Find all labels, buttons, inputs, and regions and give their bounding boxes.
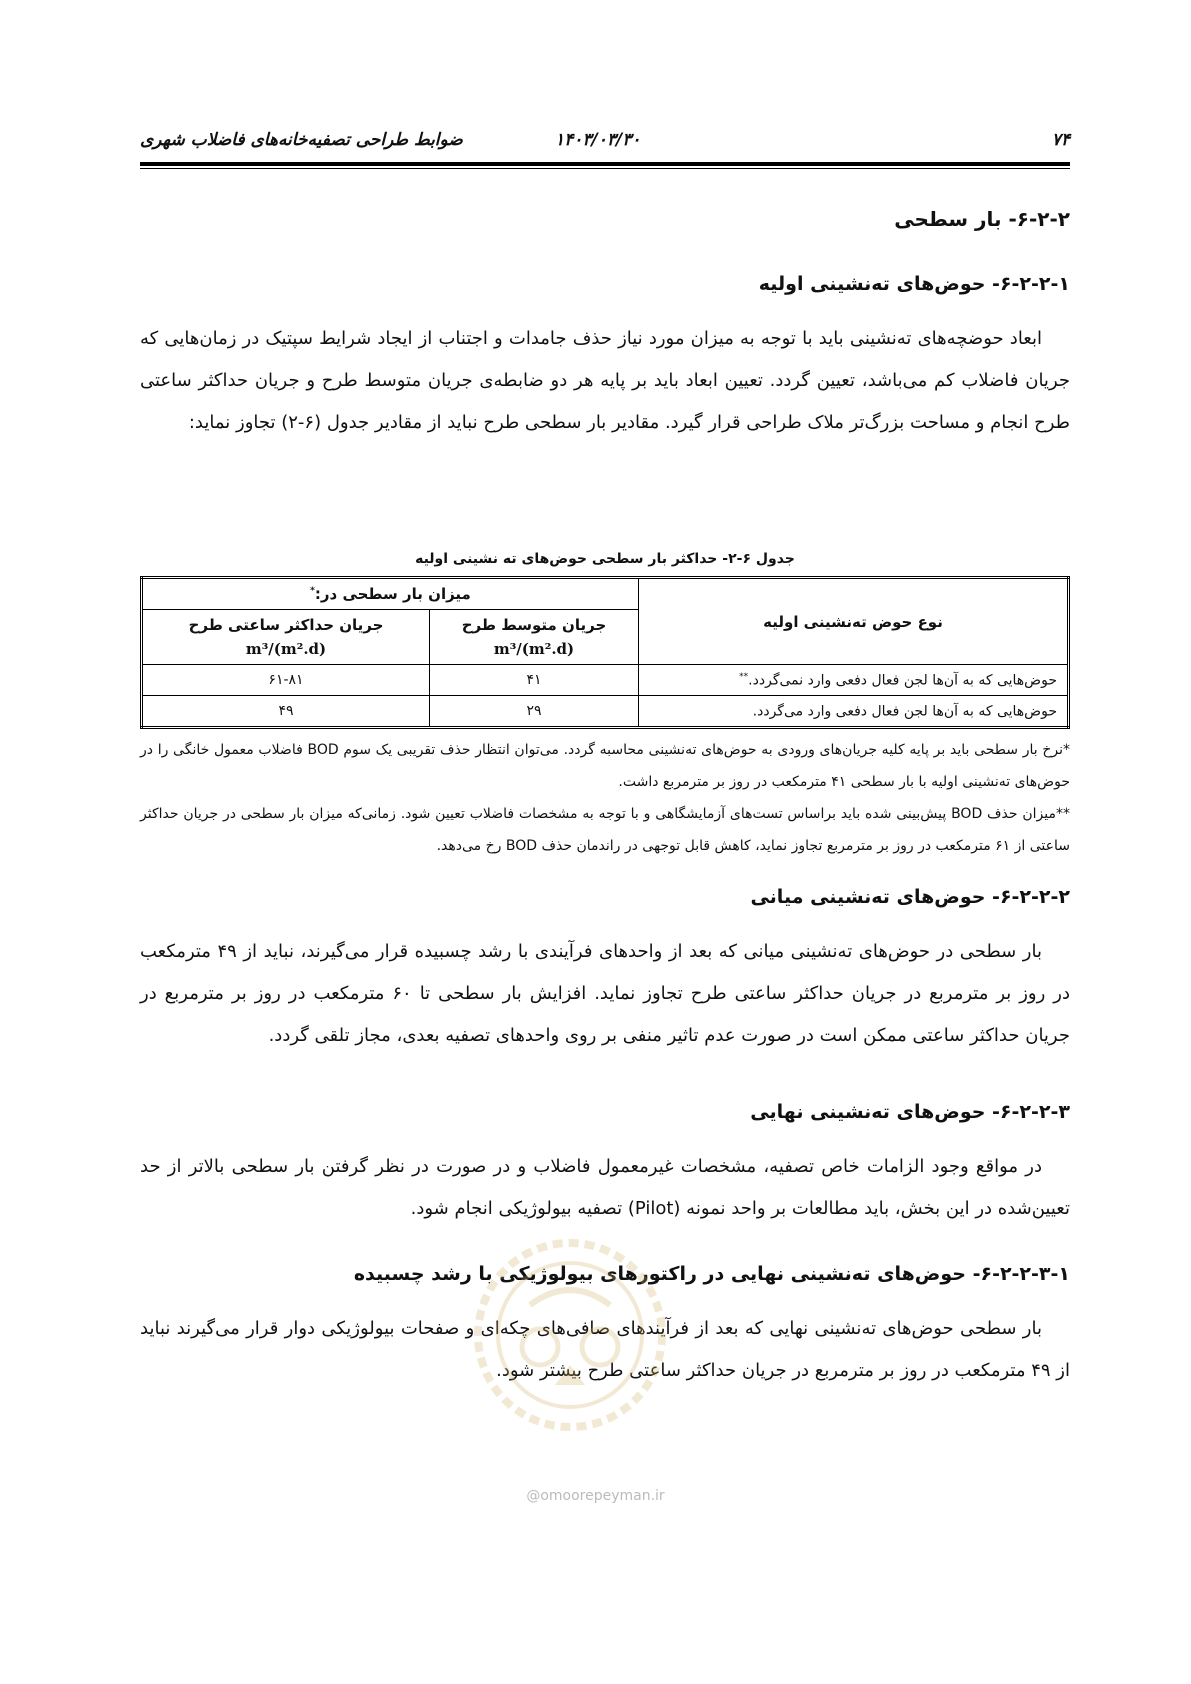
table-header-avg	[430, 610, 639, 665]
table-cell-max: ۶۱-۸۱	[142, 665, 430, 696]
table-cell-avg: ۴۱	[430, 665, 639, 696]
stamp-logo-icon	[470, 1235, 670, 1435]
table-header-max-unit: m³/(m².d)	[245, 640, 327, 658]
table-header-group	[142, 578, 639, 610]
table-header-type: نوع حوض ته‌نشینی اولیه	[639, 578, 1069, 665]
subsection-heading-final: ۶-۲-۲-۳- حوض‌های ته‌نشینی نهایی	[750, 1101, 1070, 1123]
table-cell-avg: ۲۹	[430, 696, 639, 728]
row-type-text: حوض‌هایی که به آن‌ها لجن فعال دفعی وارد می‌گردد.	[752, 703, 1057, 720]
table-cell-type	[639, 696, 1069, 728]
subsection-heading-attached-growth: ۶-۲-۲-۳-۱- حوض‌های ته‌نشینی نهایی در راکتورهای بیولوژیکی با رشد چسبیده	[353, 1263, 1070, 1285]
table-header-group-label: میزان بار سطحی در:	[314, 585, 471, 603]
page-header	[140, 130, 1070, 158]
footnote-mark: *	[310, 586, 315, 596]
table-header-avg-label: جریان متوسط طرح	[461, 616, 607, 634]
header-date: ۱۴۰۳/۰۳/۳۰	[555, 130, 641, 150]
subsection-heading-intermediate: ۶-۲-۲-۲- حوض‌های ته‌نشینی میانی	[750, 886, 1070, 908]
table-header-max-label: جریان حداکثر ساعتی طرح	[188, 616, 384, 634]
table-cell-type	[639, 665, 1069, 696]
paragraph-intermediate: بار سطحی در حوض‌های ته‌نشینی میانی که بعد از واحدهای فرآیندی با رشد چسبیده قرار می‌گیرند، نباید از ۴۹ مترمکعب در روز بر مترمربع در جریان حداکثر ساعتی طرح تجاوز نماید. افزایش بار سطحی تا ۶۰ مترمکعب در روز بر مترمربع در جریان حداکثر ساعتی ممکن است در صورت عدم تاثیر منفی بر روی واحدهای تصفیه بعدی، مجاز تلقی گردد.	[140, 941, 1070, 1046]
table-row	[142, 665, 1069, 696]
table-note-2: **میزان حذف BOD پیش‌بینی شده باید براساس تست‌های آزمایشگاهی و با توجه به مشخصات فاضلاب تعیین شود. زمانی‌که میزان بار سطحی در جریان حداکثر ساعتی از ۶۱ مترمکعب در روز بر مترمربع تجاوز نماید، کاهش قابل توجهی در راندمان حذف BOD رخ می‌دهد.	[140, 806, 1070, 854]
table-caption: جدول ۶-۲- حداکثر بار سطحی حوض‌های ته نشینی اولیه	[415, 551, 795, 567]
page-number: ۷۴	[1051, 130, 1070, 150]
surface-load-table	[140, 576, 1070, 729]
paragraph-attached-growth: بار سطحی حوض‌های ته‌نشینی نهایی که بعد از فرآیندهای صافی‌های چکه‌ای و صفحات بیولوژیکی دوار قرار می‌گیرند نباید از ۴۹ مترمکعب در روز بر مترمربع در جریان حداکثر ساعتی طرح بیشتر شود.	[140, 1318, 1070, 1381]
paragraph-primary: ابعاد حوضچه‌های ته‌نشینی باید با توجه به میزان مورد نیاز حذف جامدات و اجتناب از ایجاد شرایط سپتیک در زمان‌هایی که جریان فاضلاب کم می‌باشد، تعیین گردد. تعیین ابعاد باید بر پایه هر دو ضابطه‌ی جریان متوسط طرح و جریان حداکثر ساعتی طرح انجام و مساحت بزرگ‌تر ملاک طراحی قرار گیرد. مقادیر بار سطحی طرح نباید از مقادیر جدول (۶-۲) تجاوز نماید:	[140, 328, 1070, 433]
paragraph-final: در مواقع وجود الزامات خاص تصفیه، مشخصات غیرمعمول فاضلاب و در صورت در نظر گرفتن بار سطحی بالاتر از حد تعیین‌شده در این بخش، باید مطالعات بر واحد نمونه (Pilot) تصفیه بیولوژیکی انجام شود.	[140, 1156, 1070, 1219]
subsection-heading-primary: ۶-۲-۲-۱- حوض‌های ته‌نشینی اولیه	[758, 273, 1070, 295]
table-cell-max: ۴۹	[142, 696, 430, 728]
table-header-max	[142, 610, 430, 665]
watermark-url: @omoorepeyman.ir	[526, 1488, 665, 1504]
row-type-text: حوض‌هایی که به آن‌ها لجن فعال دفعی وارد نمی‌گردد.	[748, 672, 1057, 689]
section-heading: ۶-۲-۲- بار سطحی	[894, 207, 1070, 231]
table-row	[142, 696, 1069, 728]
footnote-mark: **	[739, 671, 749, 682]
header-divider	[140, 162, 1070, 166]
header-title: ضوابط طراحی تصفیه‌خانه‌های فاضلاب شهری	[140, 130, 463, 150]
table-header-avg-unit: m³/(m².d)	[493, 640, 575, 658]
table-note-1: *نرخ بار سطحی باید بر پایه کلیه جریان‌های ورودی به حوض‌های ته‌نشینی محاسبه گردد. می‌توان انتظار حذف تقریبی یک سوم BOD فاضلاب معمول خانگی را در حوض‌های ته‌نشینی اولیه با بار سطحی ۴۱ مترمکعب در روز بر مترمربع داشت.	[140, 742, 1070, 790]
header-divider-thin	[140, 168, 1070, 169]
